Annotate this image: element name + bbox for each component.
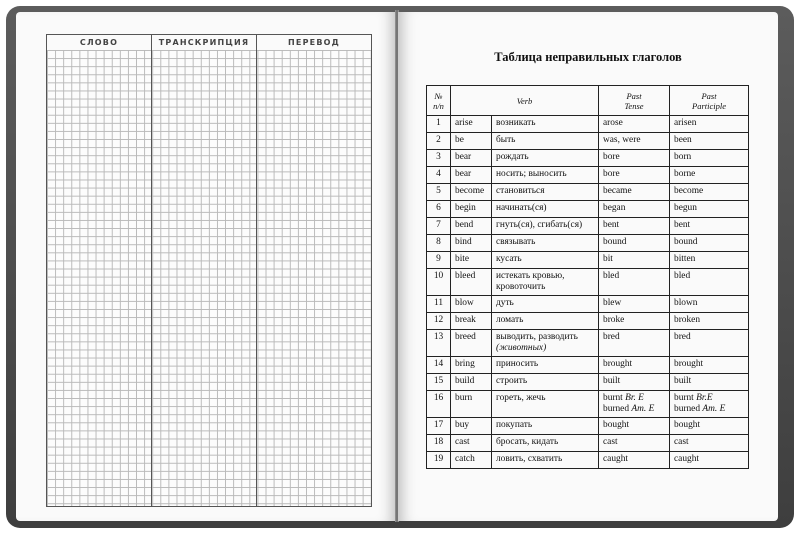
table-row	[427, 391, 749, 418]
past-tense: became	[599, 184, 670, 201]
translation: бросать, кидать	[492, 435, 599, 452]
past-participle: built	[670, 374, 749, 391]
translation: становиться	[492, 184, 599, 201]
table-row	[427, 252, 749, 269]
past-participle: broken	[670, 313, 749, 330]
past-participle: become	[670, 184, 749, 201]
row-number: 11	[427, 296, 451, 313]
header-word: СЛОВО	[79, 38, 119, 47]
past-tense: began	[599, 201, 670, 218]
table-row	[427, 201, 749, 218]
verb: blow	[451, 296, 492, 313]
translation: ловить, схватить	[492, 452, 599, 469]
past-participle: bitten	[670, 252, 749, 269]
past-tense: bore	[599, 150, 670, 167]
translation: ломать	[492, 313, 599, 330]
verb: cast	[451, 435, 492, 452]
past-tense: bent	[599, 218, 670, 235]
translation: покупать	[492, 418, 599, 435]
verb: build	[451, 374, 492, 391]
table-row	[427, 167, 749, 184]
grid-paper	[47, 50, 371, 506]
row-number: 17	[427, 418, 451, 435]
verb: bite	[451, 252, 492, 269]
past-tense: bound	[599, 235, 670, 252]
row-number: 1	[427, 116, 451, 133]
translation: дуть	[492, 296, 599, 313]
verb: burn	[451, 391, 492, 418]
past-tense: arose	[599, 116, 670, 133]
row-number: 16	[427, 391, 451, 418]
vocabulary-grid-header	[47, 35, 371, 51]
translation: истекать кровью, кровоточить	[492, 269, 599, 296]
row-number: 10	[427, 269, 451, 296]
verb: breed	[451, 330, 492, 357]
row-number: 4	[427, 167, 451, 184]
row-number: 14	[427, 357, 451, 374]
past-participle: bled	[670, 269, 749, 296]
table-row	[427, 184, 749, 201]
verb: be	[451, 133, 492, 150]
table-row	[427, 116, 749, 133]
verb: bear	[451, 150, 492, 167]
past-participle: bred	[670, 330, 749, 357]
past-tense: built	[599, 374, 670, 391]
table-row	[427, 330, 749, 357]
header-past-tense: Past Tense	[599, 86, 670, 116]
row-number: 5	[427, 184, 451, 201]
table-row	[427, 374, 749, 391]
row-number: 8	[427, 235, 451, 252]
row-number: 13	[427, 330, 451, 357]
translation: возникать	[492, 116, 599, 133]
irregular-verbs-table	[426, 85, 749, 469]
table-row	[427, 418, 749, 435]
column-divider	[256, 50, 257, 506]
row-number: 2	[427, 133, 451, 150]
table-row	[427, 435, 749, 452]
vocabulary-grid	[46, 34, 372, 507]
row-number: 15	[427, 374, 451, 391]
past-participle: arisen	[670, 116, 749, 133]
translation: строить	[492, 374, 599, 391]
verb: buy	[451, 418, 492, 435]
verb: catch	[451, 452, 492, 469]
verb: bear	[451, 167, 492, 184]
verb: bring	[451, 357, 492, 374]
verb: break	[451, 313, 492, 330]
row-number: 19	[427, 452, 451, 469]
past-participle: begun	[670, 201, 749, 218]
translation: быть	[492, 133, 599, 150]
table-row	[427, 357, 749, 374]
row-number: 18	[427, 435, 451, 452]
row-number: 12	[427, 313, 451, 330]
past-tense: bred	[599, 330, 670, 357]
row-number: 7	[427, 218, 451, 235]
translation: носить; выносить	[492, 167, 599, 184]
past-tense: broke	[599, 313, 670, 330]
table-row	[427, 133, 749, 150]
past-tense: blew	[599, 296, 670, 313]
column-divider	[151, 50, 152, 506]
translation: связывать	[492, 235, 599, 252]
past-participle: caught	[670, 452, 749, 469]
past-tense: brought	[599, 357, 670, 374]
past-tense: bought	[599, 418, 670, 435]
right-page	[398, 12, 778, 521]
verb: bind	[451, 235, 492, 252]
past-tense: caught	[599, 452, 670, 469]
table-row	[427, 218, 749, 235]
translation: выводить, разводить (животных)	[492, 330, 599, 357]
table-row	[427, 313, 749, 330]
translation: приносить	[492, 357, 599, 374]
translation: гореть, жечь	[492, 391, 599, 418]
past-participle: been	[670, 133, 749, 150]
row-number: 3	[427, 150, 451, 167]
verb: arise	[451, 116, 492, 133]
header-translation: ПЕРЕВОД	[256, 35, 371, 50]
verb: bleed	[451, 269, 492, 296]
translation: рождать	[492, 150, 599, 167]
left-page	[16, 12, 396, 521]
table-row	[427, 150, 749, 167]
translation: начинать(ся)	[492, 201, 599, 218]
header-verb: Verb	[451, 86, 599, 116]
past-participle: burnt Br.E burned Am. E	[670, 391, 749, 418]
table-row	[427, 235, 749, 252]
table-row	[427, 296, 749, 313]
past-tense: bore	[599, 167, 670, 184]
past-participle: cast	[670, 435, 749, 452]
past-tense: burnt Br. E burned Am. E	[599, 391, 670, 418]
past-participle: bought	[670, 418, 749, 435]
verb: become	[451, 184, 492, 201]
verb: bend	[451, 218, 492, 235]
table-row	[427, 452, 749, 469]
past-participle: borne	[670, 167, 749, 184]
past-participle: born	[670, 150, 749, 167]
row-number: 6	[427, 201, 451, 218]
past-participle: bound	[670, 235, 749, 252]
table-row	[427, 269, 749, 296]
past-participle: bent	[670, 218, 749, 235]
page-title: Таблица неправильных глаголов	[494, 50, 682, 64]
past-tense: bit	[599, 252, 670, 269]
past-tense: bled	[599, 269, 670, 296]
past-participle: blown	[670, 296, 749, 313]
header-number: № п/п	[427, 86, 451, 116]
past-participle: brought	[670, 357, 749, 374]
verb: begin	[451, 201, 492, 218]
translation: гнуть(ся), сгибать(ся)	[492, 218, 599, 235]
header-past-participle: Past Participle	[670, 86, 749, 116]
table-header-row	[427, 86, 749, 116]
past-tense: was, were	[599, 133, 670, 150]
header-transcription: ТРАНСКРИПЦИЯ	[151, 35, 256, 50]
translation: кусать	[492, 252, 599, 269]
past-tense: cast	[599, 435, 670, 452]
row-number: 9	[427, 252, 451, 269]
